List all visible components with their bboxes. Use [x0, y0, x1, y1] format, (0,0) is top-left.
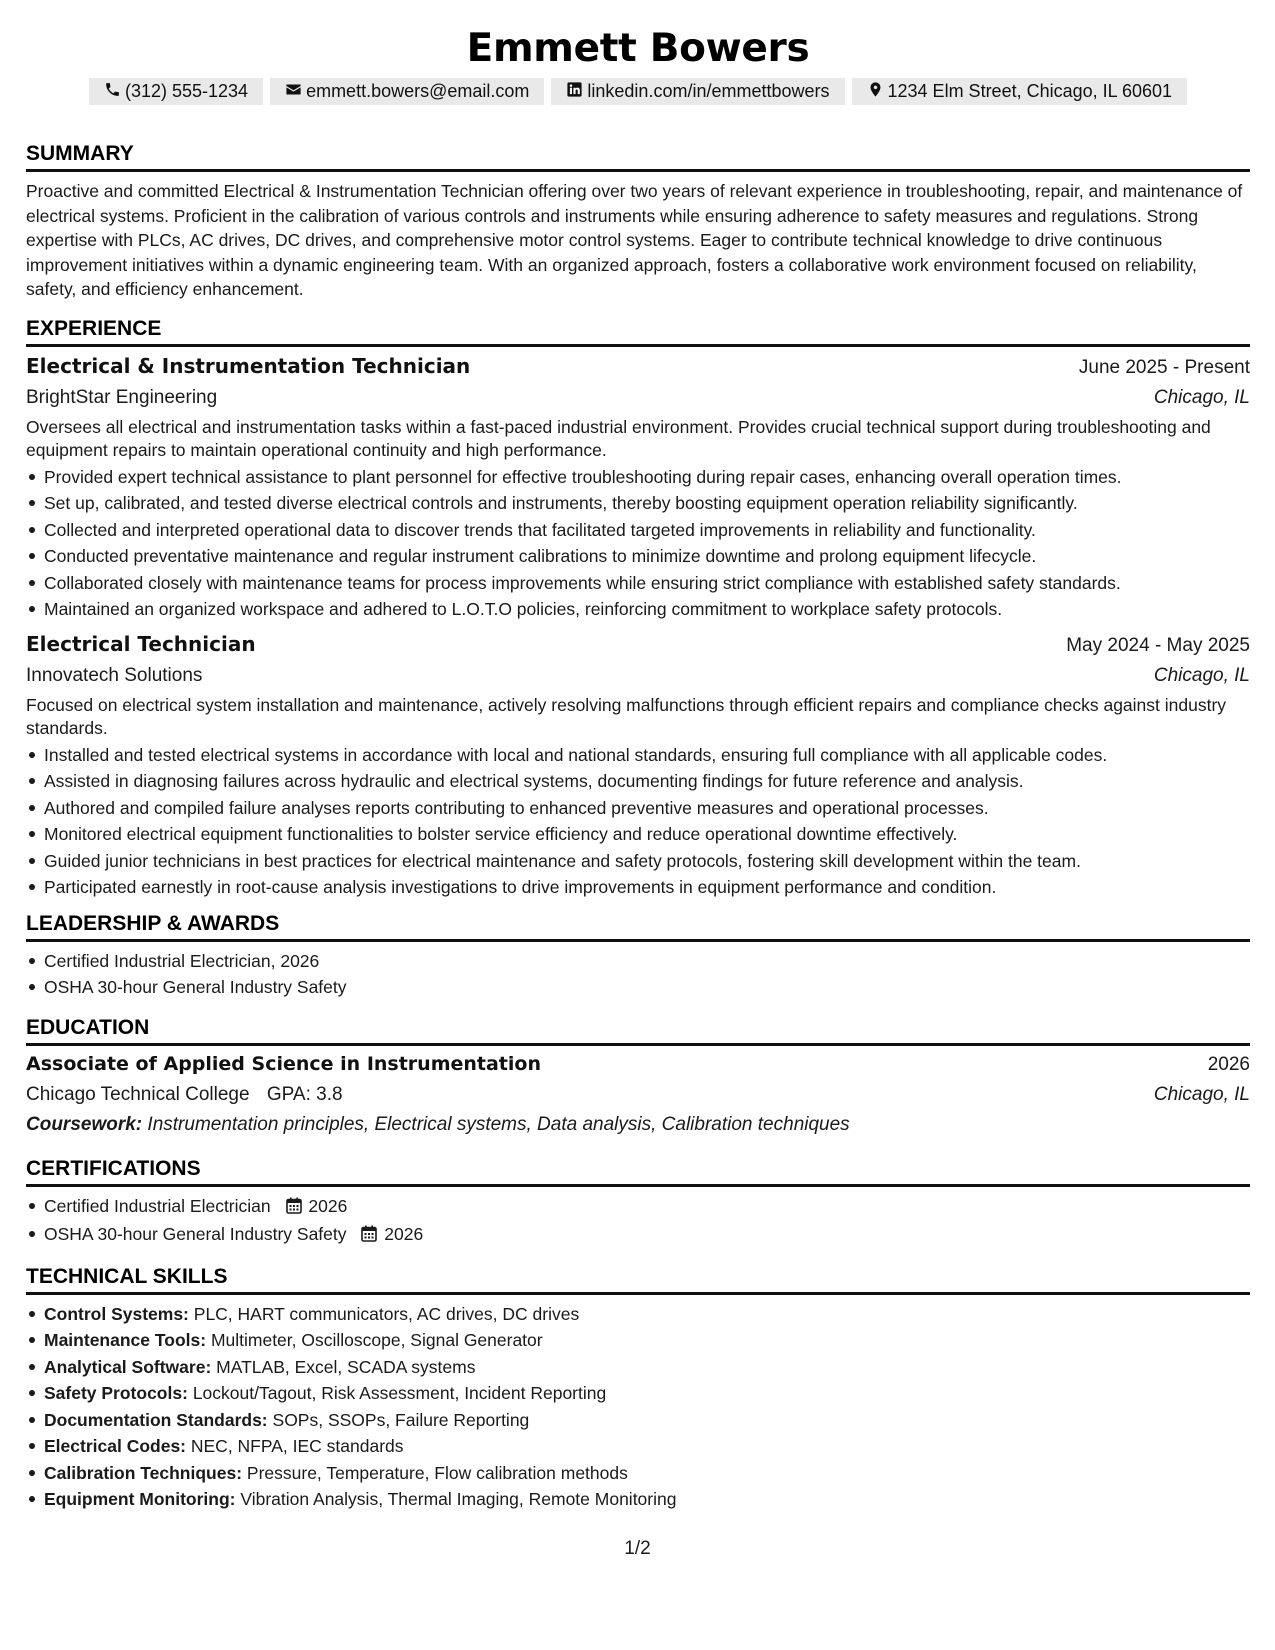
certifications-section [26, 1156, 1250, 1250]
gpa: GPA: 3.8 [266, 1083, 343, 1105]
certification-name: Certified Industrial Electrician [44, 1195, 271, 1216]
job-location: Chicago, IL [1153, 386, 1250, 408]
skill-value: MATLAB, Excel, SCADA systems [216, 1356, 476, 1377]
school-location: Chicago, IL [1153, 1083, 1250, 1105]
certifications-list [26, 1193, 1250, 1250]
contact-address[interactable] [852, 78, 1188, 105]
job-dates: May 2024 - May 2025 [1066, 634, 1250, 656]
phone-icon [104, 81, 121, 103]
list-item: Set up, calibrated, and tested diverse electrical controls and instruments, thereby boosting equipment operation reliability significantly. [26, 490, 1250, 517]
list-item: Authored and compiled failure analyses reports contributing to enhanced preventive measures and operational processes. [26, 795, 1250, 822]
section-title-experience: EXPERIENCE [26, 316, 1250, 347]
list-item [26, 1354, 1250, 1381]
phone-number: (312) 555-1234 [124, 81, 249, 101]
resume-page [26, 22, 1250, 1513]
list-item: Collected and interpreted operational data to discover trends that facilitated targeted improvements in reliability and functionality. [26, 517, 1250, 544]
list-item [26, 1327, 1250, 1354]
linkedin-url: linkedin.com/in/emmettbowers [587, 81, 830, 101]
contact-bar [26, 78, 1250, 105]
summary-text: Proactive and committed Electrical & Instrumentation Technician offering over two years of relevant experience in troubleshooting, repair, and maintenance of electrical systems. Proficient in the calibration of various controls and instruments while ensuring adherence to safety measures and regulations. Strong expertise with PLCs, AC drives, DC drives, and comprehensive motor control systems. Eager to contribute technical knowledge to drive continuous improvement initiatives within a dynamic engineering team. With an organized approach, fosters a collaborative work environment focused on reliability, safety, and efficiency enhancement. [26, 181, 1243, 299]
job-entry [26, 351, 1250, 623]
skill-label: Control Systems: [44, 1303, 189, 1324]
list-item [26, 1486, 1250, 1513]
skill-value: Vibration Analysis, Thermal Imaging, Remote Monitoring [240, 1489, 677, 1509]
graduation-year: 2026 [1207, 1053, 1250, 1075]
job-bullets [26, 742, 1250, 901]
company-name: Innovatech Solutions [26, 664, 203, 686]
list-item [26, 1380, 1250, 1407]
coursework-list: Instrumentation principles, Electrical systems, Data analysis, Calibration techniques [147, 1113, 850, 1135]
list-item: Monitored electrical equipment functionalities to bolster service efficiency and reduce operational downtime effectively. [26, 821, 1250, 848]
list-item: Conducted preventative maintenance and regular instrument calibrations to minimize downtime and prolong equipment lifecycle. [26, 543, 1250, 570]
skill-value: Lockout/Tagout, Risk Assessment, Incident Reporting [192, 1383, 607, 1403]
company-name: BrightStar Engineering [26, 386, 218, 408]
skill-label: Documentation Standards: [44, 1409, 268, 1430]
email-address: emmett.bowers@email.com [306, 81, 530, 101]
contact-email[interactable] [270, 78, 544, 105]
linkedin-icon [566, 81, 583, 103]
experience-section [26, 316, 1250, 901]
skill-label: Maintenance Tools: [44, 1330, 207, 1350]
job-bullets [26, 464, 1250, 623]
job-description: Oversees all electrical and instrumentation tasks within a fast-paced industrial environment. Provides crucial technical support during troubleshooting and equipment repairs to maintain operational continuity and high performance. [26, 416, 1211, 460]
degree-title: Associate of Applied Science in Instrumentation [26, 1052, 541, 1075]
job-title: Electrical Technician [26, 631, 256, 656]
list-item [26, 1460, 1250, 1487]
coursework-label: Coursework: [26, 1113, 143, 1135]
skills-section [26, 1264, 1250, 1513]
job-location: Chicago, IL [1153, 664, 1250, 686]
certification-year: 2026 [384, 1224, 424, 1244]
list-item [26, 1301, 1250, 1328]
list-item [26, 1221, 1250, 1250]
list-item: Collaborated closely with maintenance teams for process improvements while ensuring strict compliance with established safety standards. [26, 570, 1250, 597]
list-item [26, 1193, 1250, 1222]
list-item: Certified Industrial Electrician, 2026 [26, 948, 1250, 975]
list-item: Installed and tested electrical systems in accordance with local and national standards, ensuring full compliance with all applicable codes. [26, 742, 1250, 769]
list-item: Maintained an organized workspace and adhered to L.O.T.O policies, reinforcing commitment to workplace safety protocols. [26, 596, 1250, 623]
certification-name: OSHA 30-hour General Industry Safety [44, 1224, 347, 1244]
list-item [26, 1433, 1250, 1460]
list-item: Participated earnestly in root-cause analysis investigations to drive improvements in equipment performance and condition. [26, 874, 1250, 901]
calendar-icon [361, 1223, 377, 1250]
skill-label: Equipment Monitoring: [44, 1489, 236, 1509]
job-entry [26, 629, 1250, 901]
skill-value: Multimeter, Oscilloscope, Signal Generator [210, 1330, 543, 1350]
job-title: Electrical & Instrumentation Technician [26, 353, 471, 378]
envelope-icon [285, 81, 302, 103]
section-title-education: EDUCATION [26, 1015, 1250, 1046]
skill-label: Analytical Software: [44, 1356, 212, 1377]
skill-value: PLC, HART communicators, AC drives, DC drives [193, 1303, 580, 1324]
school-name: Chicago Technical College [26, 1083, 250, 1105]
leadership-section [26, 911, 1250, 1001]
summary-section [26, 141, 1250, 302]
skill-label: Electrical Codes: [44, 1436, 186, 1456]
skill-value: NEC, NFPA, IEC standards [190, 1436, 404, 1456]
calendar-icon [286, 1195, 302, 1222]
section-title-skills: TECHNICAL SKILLS [26, 1264, 1250, 1295]
contact-phone[interactable] [89, 78, 263, 105]
leadership-list [26, 948, 1250, 1001]
skill-label: Calibration Techniques: [44, 1462, 243, 1483]
coursework [26, 1110, 1250, 1140]
list-item: Provided expert technical assistance to plant personnel for effective troubleshooting during repair cases, enhancing overall operation times. [26, 464, 1250, 491]
candidate-name: Emmett Bowers [466, 26, 810, 71]
list-item: Guided junior technicians in best practices for electrical maintenance and safety protocols, fostering skill development within the team. [26, 848, 1250, 875]
job-description: Focused on electrical system installation and maintenance, actively resolving malfunctions through efficient repairs and compliance checks against industry standards. [26, 694, 1227, 738]
street-address: 1234 Elm Street, Chicago, IL 60601 [887, 81, 1173, 101]
skill-label: Safety Protocols: [44, 1383, 188, 1403]
section-title-certifications: CERTIFICATIONS [26, 1156, 1250, 1187]
section-title-leadership: LEADERSHIP & AWARDS [26, 911, 1250, 942]
list-item [26, 1407, 1250, 1434]
skill-value: Pressure, Temperature, Flow calibration methods [246, 1462, 628, 1483]
skills-list [26, 1301, 1250, 1513]
page-number: 1/2 [624, 1538, 651, 1559]
education-section [26, 1015, 1250, 1140]
list-item: Assisted in diagnosing failures across hydraulic and electrical systems, documenting findings for future reference and analysis. [26, 768, 1250, 795]
map-pin-icon [867, 81, 884, 103]
skill-value: SOPs, SSOPs, Failure Reporting [272, 1409, 530, 1430]
contact-linkedin[interactable] [551, 78, 844, 105]
list-item: OSHA 30-hour General Industry Safety [26, 974, 1250, 1001]
certification-year: 2026 [308, 1195, 348, 1216]
section-title-summary: SUMMARY [26, 141, 1250, 172]
job-dates: June 2025 - Present [1078, 356, 1250, 378]
